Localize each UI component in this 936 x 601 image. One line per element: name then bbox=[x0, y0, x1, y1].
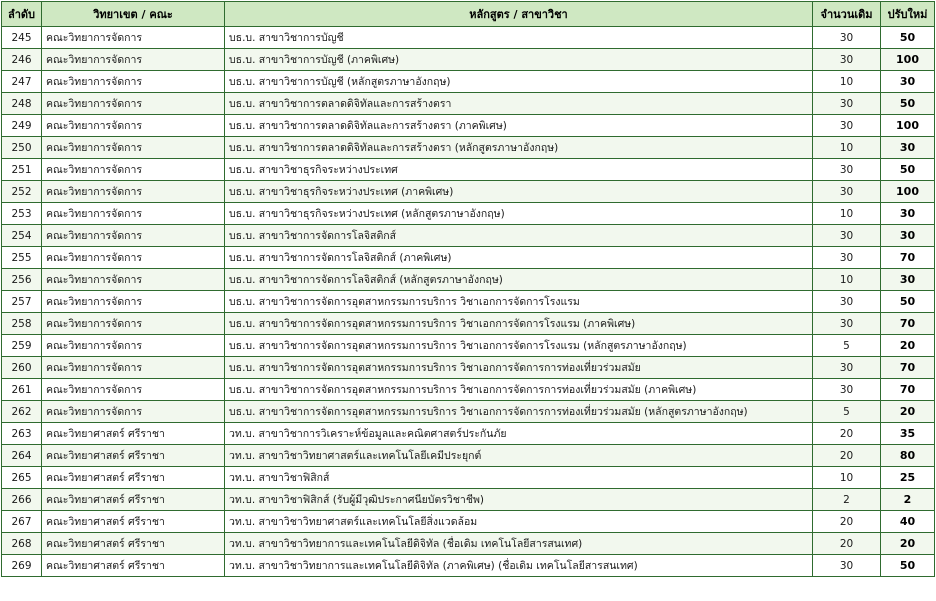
new-quota-cell: 50 bbox=[881, 159, 935, 181]
table-row bbox=[2, 225, 935, 247]
faculty-cell: คณะวิทยาศาสตร์ ศรีราชา bbox=[42, 467, 225, 489]
row-number: 250 bbox=[2, 137, 42, 159]
table-row bbox=[2, 533, 935, 555]
faculty-cell: คณะวิทยาการจัดการ bbox=[42, 93, 225, 115]
program-cell: บธ.บ. สาขาวิชาการจัดการอุตสาหกรรมการบริการ วิชาเอกการจัดการการท่องเที่ยวร่วมสมัย bbox=[225, 357, 813, 379]
table-row bbox=[2, 467, 935, 489]
new-quota-cell: 100 bbox=[881, 115, 935, 137]
old-quota-cell: 30 bbox=[813, 159, 881, 181]
table-row bbox=[2, 203, 935, 225]
table-row bbox=[2, 71, 935, 93]
faculty-cell: คณะวิทยาการจัดการ bbox=[42, 137, 225, 159]
row-number: 261 bbox=[2, 379, 42, 401]
row-number: 269 bbox=[2, 555, 42, 577]
new-quota-cell: 100 bbox=[881, 49, 935, 71]
old-quota-cell: 30 bbox=[813, 93, 881, 115]
row-number: 248 bbox=[2, 93, 42, 115]
new-quota-cell: 2 bbox=[881, 489, 935, 511]
table-row bbox=[2, 379, 935, 401]
program-cell: บธ.บ. สาขาวิชาการจัดการโลจิสติกส์ bbox=[225, 225, 813, 247]
new-quota-cell: 50 bbox=[881, 93, 935, 115]
row-number: 255 bbox=[2, 247, 42, 269]
row-number: 265 bbox=[2, 467, 42, 489]
old-quota-cell: 5 bbox=[813, 335, 881, 357]
table-row bbox=[2, 511, 935, 533]
row-number: 257 bbox=[2, 291, 42, 313]
table-row bbox=[2, 115, 935, 137]
row-number: 263 bbox=[2, 423, 42, 445]
program-cell: บธ.บ. สาขาวิชาการตลาดดิจิทัลและการสร้างตรา (หลักสูตรภาษาอังกฤษ) bbox=[225, 137, 813, 159]
table-row bbox=[2, 93, 935, 115]
header-new-quota: ปรับใหม่ bbox=[881, 2, 935, 27]
table-body bbox=[2, 27, 935, 577]
faculty-cell: คณะวิทยาศาสตร์ ศรีราชา bbox=[42, 423, 225, 445]
new-quota-cell: 40 bbox=[881, 511, 935, 533]
program-cell: บธ.บ. สาขาวิชาการจัดการโลจิสติกส์ (ภาคพิเศษ) bbox=[225, 247, 813, 269]
header-program: หลักสูตร / สาขาวิชา bbox=[225, 2, 813, 27]
header-old-quota: จำนวนเดิม bbox=[813, 2, 881, 27]
header-row bbox=[2, 2, 935, 27]
faculty-cell: คณะวิทยาศาสตร์ ศรีราชา bbox=[42, 533, 225, 555]
program-cell: วท.บ. สาขาวิชาวิทยาการและเทคโนโลยีดิจิทัล (ชื่อเดิม เทคโนโลยีสารสนเทศ) bbox=[225, 533, 813, 555]
row-number: 262 bbox=[2, 401, 42, 423]
table-row bbox=[2, 49, 935, 71]
old-quota-cell: 10 bbox=[813, 467, 881, 489]
faculty-cell: คณะวิทยาศาสตร์ ศรีราชา bbox=[42, 445, 225, 467]
old-quota-cell: 30 bbox=[813, 357, 881, 379]
new-quota-cell: 20 bbox=[881, 533, 935, 555]
table-row bbox=[2, 291, 935, 313]
program-cell: บธ.บ. สาขาวิชาการบัญชี bbox=[225, 27, 813, 49]
row-number: 260 bbox=[2, 357, 42, 379]
faculty-cell: คณะวิทยาการจัดการ bbox=[42, 247, 225, 269]
old-quota-cell: 10 bbox=[813, 203, 881, 225]
faculty-cell: คณะวิทยาการจัดการ bbox=[42, 71, 225, 93]
program-cell: วท.บ. สาขาวิชาฟิสิกส์ (รับผู้มีวุฒิประกาศนียบัตรวิชาชีพ) bbox=[225, 489, 813, 511]
row-number: 253 bbox=[2, 203, 42, 225]
old-quota-cell: 30 bbox=[813, 291, 881, 313]
program-cell: วท.บ. สาขาวิชาวิทยาการและเทคโนโลยีดิจิทัล (ภาคพิเศษ) (ชื่อเดิม เทคโนโลยีสารสนเทศ) bbox=[225, 555, 813, 577]
faculty-cell: คณะวิทยาการจัดการ bbox=[42, 181, 225, 203]
faculty-cell: คณะวิทยาการจัดการ bbox=[42, 291, 225, 313]
program-cell: วท.บ. สาขาวิชาวิทยาศาสตร์และเทคโนโลยีสิ่งแวดล้อม bbox=[225, 511, 813, 533]
row-number: 268 bbox=[2, 533, 42, 555]
faculty-cell: คณะวิทยาการจัดการ bbox=[42, 49, 225, 71]
program-cell: บธ.บ. สาขาวิชาการจัดการอุตสาหกรรมการบริการ วิชาเอกการจัดการโรงแรม bbox=[225, 291, 813, 313]
row-number: 246 bbox=[2, 49, 42, 71]
new-quota-cell: 30 bbox=[881, 203, 935, 225]
old-quota-cell: 10 bbox=[813, 137, 881, 159]
faculty-cell: คณะวิทยาการจัดการ bbox=[42, 357, 225, 379]
old-quota-cell: 20 bbox=[813, 533, 881, 555]
new-quota-cell: 20 bbox=[881, 401, 935, 423]
old-quota-cell: 20 bbox=[813, 423, 881, 445]
old-quota-cell: 10 bbox=[813, 269, 881, 291]
new-quota-cell: 100 bbox=[881, 181, 935, 203]
old-quota-cell: 20 bbox=[813, 511, 881, 533]
new-quota-cell: 80 bbox=[881, 445, 935, 467]
table-row bbox=[2, 423, 935, 445]
old-quota-cell: 5 bbox=[813, 401, 881, 423]
faculty-cell: คณะวิทยาการจัดการ bbox=[42, 159, 225, 181]
program-cell: บธ.บ. สาขาวิชาการตลาดดิจิทัลและการสร้างตรา (ภาคพิเศษ) bbox=[225, 115, 813, 137]
table-row bbox=[2, 555, 935, 577]
faculty-cell: คณะวิทยาการจัดการ bbox=[42, 379, 225, 401]
new-quota-cell: 20 bbox=[881, 335, 935, 357]
program-cell: บธ.บ. สาขาวิชาธุรกิจระหว่างประเทศ (หลักสูตรภาษาอังกฤษ) bbox=[225, 203, 813, 225]
faculty-cell: คณะวิทยาศาสตร์ ศรีราชา bbox=[42, 489, 225, 511]
row-number: 254 bbox=[2, 225, 42, 247]
old-quota-cell: 20 bbox=[813, 445, 881, 467]
program-cell: บธ.บ. สาขาวิชาการจัดการอุตสาหกรรมการบริการ วิชาเอกการจัดการการท่องเที่ยวร่วมสมัย (ภาคพิเศษ) bbox=[225, 379, 813, 401]
program-cell: วท.บ. สาขาวิชาฟิสิกส์ bbox=[225, 467, 813, 489]
faculty-cell: คณะวิทยาการจัดการ bbox=[42, 203, 225, 225]
old-quota-cell: 30 bbox=[813, 181, 881, 203]
row-number: 251 bbox=[2, 159, 42, 181]
faculty-cell: คณะวิทยาศาสตร์ ศรีราชา bbox=[42, 555, 225, 577]
faculty-cell: คณะวิทยาการจัดการ bbox=[42, 401, 225, 423]
program-cell: บธ.บ. สาขาวิชาการจัดการอุตสาหกรรมการบริการ วิชาเอกการจัดการโรงแรม (ภาคพิเศษ) bbox=[225, 313, 813, 335]
old-quota-cell: 30 bbox=[813, 225, 881, 247]
faculty-cell: คณะวิทยาการจัดการ bbox=[42, 313, 225, 335]
row-number: 245 bbox=[2, 27, 42, 49]
row-number: 264 bbox=[2, 445, 42, 467]
old-quota-cell: 30 bbox=[813, 247, 881, 269]
old-quota-cell: 2 bbox=[813, 489, 881, 511]
program-cell: บธ.บ. สาขาวิชาการจัดการโลจิสติกส์ (หลักสูตรภาษาอังกฤษ) bbox=[225, 269, 813, 291]
table-row bbox=[2, 159, 935, 181]
old-quota-cell: 30 bbox=[813, 379, 881, 401]
new-quota-cell: 30 bbox=[881, 71, 935, 93]
new-quota-cell: 50 bbox=[881, 555, 935, 577]
row-number: 249 bbox=[2, 115, 42, 137]
new-quota-cell: 30 bbox=[881, 137, 935, 159]
old-quota-cell: 30 bbox=[813, 555, 881, 577]
row-number: 266 bbox=[2, 489, 42, 511]
row-number: 267 bbox=[2, 511, 42, 533]
header-no: ลำดับ bbox=[2, 2, 42, 27]
header-faculty: วิทยาเขต / คณะ bbox=[42, 2, 225, 27]
row-number: 252 bbox=[2, 181, 42, 203]
program-cell: บธ.บ. สาขาวิชาการจัดการอุตสาหกรรมการบริการ วิชาเอกการจัดการโรงแรม (หลักสูตรภาษาอังกฤษ) bbox=[225, 335, 813, 357]
table-header bbox=[2, 2, 935, 27]
program-quota-table bbox=[1, 1, 935, 577]
table-row bbox=[2, 137, 935, 159]
faculty-cell: คณะวิทยาศาสตร์ ศรีราชา bbox=[42, 511, 225, 533]
new-quota-cell: 70 bbox=[881, 379, 935, 401]
new-quota-cell: 50 bbox=[881, 27, 935, 49]
new-quota-cell: 30 bbox=[881, 225, 935, 247]
new-quota-cell: 25 bbox=[881, 467, 935, 489]
faculty-cell: คณะวิทยาการจัดการ bbox=[42, 335, 225, 357]
row-number: 256 bbox=[2, 269, 42, 291]
old-quota-cell: 30 bbox=[813, 27, 881, 49]
table-row bbox=[2, 181, 935, 203]
old-quota-cell: 30 bbox=[813, 313, 881, 335]
old-quota-cell: 30 bbox=[813, 49, 881, 71]
new-quota-cell: 35 bbox=[881, 423, 935, 445]
table-row bbox=[2, 445, 935, 467]
table-row bbox=[2, 247, 935, 269]
table-row bbox=[2, 335, 935, 357]
row-number: 259 bbox=[2, 335, 42, 357]
new-quota-cell: 70 bbox=[881, 247, 935, 269]
table-row bbox=[2, 313, 935, 335]
program-cell: บธ.บ. สาขาวิชาการบัญชี (หลักสูตรภาษาอังกฤษ) bbox=[225, 71, 813, 93]
table-row bbox=[2, 489, 935, 511]
row-number: 247 bbox=[2, 71, 42, 93]
faculty-cell: คณะวิทยาการจัดการ bbox=[42, 269, 225, 291]
row-number: 258 bbox=[2, 313, 42, 335]
program-cell: วท.บ. สาขาวิชาการวิเคราะห์ข้อมูลและคณิตศาสตร์ประกันภัย bbox=[225, 423, 813, 445]
program-cell: บธ.บ. สาขาวิชาการจัดการอุตสาหกรรมการบริการ วิชาเอกการจัดการการท่องเที่ยวร่วมสมัย (หลักสูตรภาษาอังกฤษ) bbox=[225, 401, 813, 423]
table-row bbox=[2, 269, 935, 291]
program-cell: บธ.บ. สาขาวิชาธุรกิจระหว่างประเทศ (ภาคพิเศษ) bbox=[225, 181, 813, 203]
faculty-cell: คณะวิทยาการจัดการ bbox=[42, 115, 225, 137]
table-row bbox=[2, 401, 935, 423]
new-quota-cell: 50 bbox=[881, 291, 935, 313]
table-row bbox=[2, 357, 935, 379]
faculty-cell: คณะวิทยาการจัดการ bbox=[42, 27, 225, 49]
new-quota-cell: 70 bbox=[881, 313, 935, 335]
new-quota-cell: 30 bbox=[881, 269, 935, 291]
new-quota-cell: 70 bbox=[881, 357, 935, 379]
program-cell: วท.บ. สาขาวิชาวิทยาศาสตร์และเทคโนโลยีเคมีประยุกต์ bbox=[225, 445, 813, 467]
program-cell: บธ.บ. สาขาวิชาธุรกิจระหว่างประเทศ bbox=[225, 159, 813, 181]
old-quota-cell: 10 bbox=[813, 71, 881, 93]
program-cell: บธ.บ. สาขาวิชาการตลาดดิจิทัลและการสร้างตรา bbox=[225, 93, 813, 115]
old-quota-cell: 30 bbox=[813, 115, 881, 137]
faculty-cell: คณะวิทยาการจัดการ bbox=[42, 225, 225, 247]
table-row bbox=[2, 27, 935, 49]
program-cell: บธ.บ. สาขาวิชาการบัญชี (ภาคพิเศษ) bbox=[225, 49, 813, 71]
